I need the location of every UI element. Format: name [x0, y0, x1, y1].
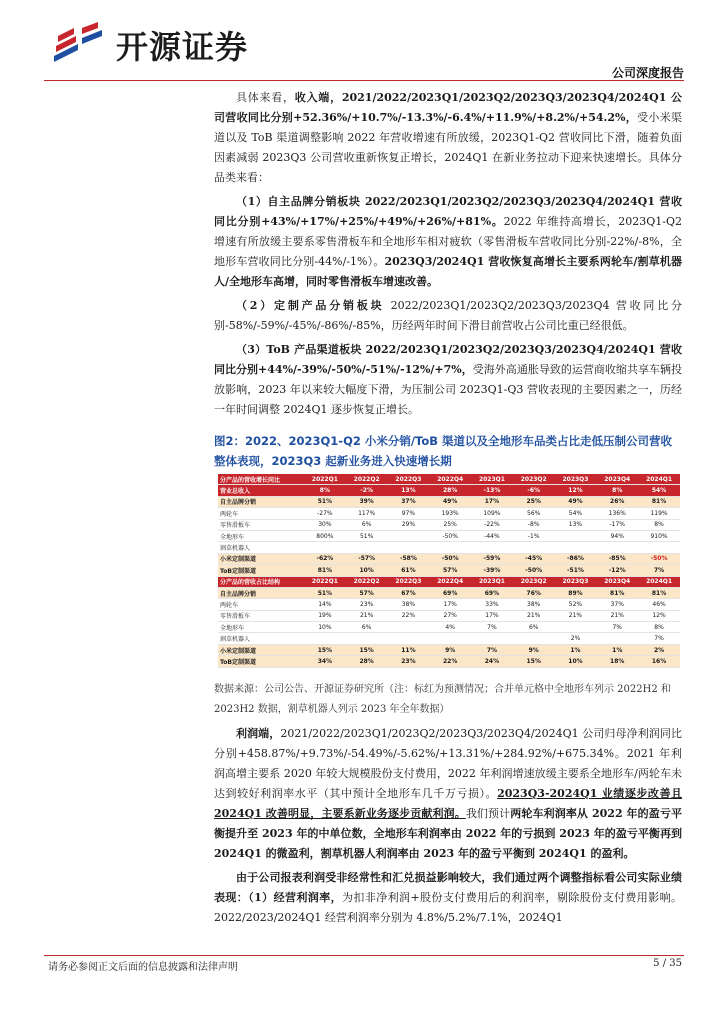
- table-cell: ToB定制渠道: [218, 565, 304, 576]
- table-cell: [471, 542, 513, 553]
- table-cell: 117%: [346, 508, 388, 519]
- table-header-cell: 2022Q2: [346, 576, 388, 587]
- table-cell: [513, 542, 555, 553]
- bold-text: 由于公司报表利润受非经常性和汇兑损益影响较大，我们通过两个调整指标看公司实际业绩表现：（1）经营利润率，: [214, 871, 682, 904]
- table-cell: 38%: [513, 599, 555, 610]
- paragraph-tob-channel: [214, 340, 682, 420]
- table-cell: 46%: [638, 599, 680, 610]
- table-header-row: [218, 576, 680, 587]
- table-cell: -12%: [596, 565, 638, 576]
- table-cell: 全地形车: [218, 530, 304, 541]
- table-cell: 61%: [388, 565, 430, 576]
- table-cell: 136%: [596, 508, 638, 519]
- table-cell: 800%: [304, 530, 346, 541]
- table-cell: 30%: [304, 519, 346, 530]
- table-cell: [346, 633, 388, 644]
- table-cell: 23%: [388, 656, 430, 667]
- table-cell: [304, 542, 346, 553]
- table-header-cell: 2022Q3: [388, 474, 430, 485]
- table-header-cell: 2022Q4: [429, 474, 471, 485]
- table-cell: -39%: [471, 565, 513, 576]
- table-cell: [429, 542, 471, 553]
- table-cell: 39%: [346, 496, 388, 507]
- paragraph-own-brand: [214, 192, 682, 292]
- paragraph-adjusted-metrics: [214, 868, 682, 928]
- table-cell: 51%: [304, 587, 346, 598]
- bold-text: （2）定制产品分销板块: [236, 299, 385, 312]
- text: 2021/2022/2023Q1/2023Q2/2023Q3/2023Q4/2024Q1 公司归母净利润同比分别+458.87%/+9.73%/-54.49%/-5.62%/+13.31%/+284.92%/+675.34%。2021 年利润高增主要系 2020 年较大规模股份支付费用，2022 年利润增速放缓主要系全地形车/两轮车未达到较好利润率水平（其中预计全地形车几千万亏损）。: [214, 727, 682, 800]
- table-row: [218, 519, 680, 530]
- table-row: [218, 530, 680, 541]
- table-cell: 81%: [638, 587, 680, 598]
- table-cell: 自主品牌分销: [218, 496, 304, 507]
- table-cell: 27%: [429, 610, 471, 621]
- table-cell: 割草机器人: [218, 633, 304, 644]
- logo-text: 开源证券: [116, 28, 249, 66]
- logo-mark-icon: [52, 22, 110, 68]
- figure-title: 图2：2022、2023Q1-Q2 小米分销/ToB 渠道以及全地形车品类占比走低压制公司营收整体表现，2023Q3 起新业务进入快速增长期: [214, 434, 673, 468]
- table-cell: [596, 542, 638, 553]
- growth-table: [218, 474, 680, 668]
- table-cell: 14%: [304, 599, 346, 610]
- table-cell: 17%: [429, 599, 471, 610]
- table-cell: 7%: [638, 565, 680, 576]
- table-cell: 21%: [555, 610, 597, 621]
- table-cell: -62%: [304, 553, 346, 564]
- body-text-bottom: [214, 724, 682, 932]
- table-cell: 12%: [638, 610, 680, 621]
- table-cell: [555, 542, 597, 553]
- table-cell: 97%: [388, 508, 430, 519]
- table-cell: 10%: [346, 565, 388, 576]
- text: 为扣非净利润+股份支付费用后的利润率，剔除股份支付费用影响。2022/2023/2024Q1 经营利润率分别为 4.8%/5.2%/7.1%，2024Q1: [214, 891, 683, 924]
- table-cell: 29%: [388, 519, 430, 530]
- bold-text: （3）ToB 产品渠道板块 2022/2023Q1/2023Q2/2023Q3/2023Q4/2024Q1 营收同比分别+44%/-39%/-50%/-51%/-12%/+7%，: [214, 343, 682, 376]
- table-cell: -57%: [346, 553, 388, 564]
- table-cell: [471, 633, 513, 644]
- table-cell: 8%: [638, 622, 680, 633]
- table-cell: 6%: [346, 519, 388, 530]
- table-cell: 1%: [596, 644, 638, 655]
- table-cell: 25%: [429, 519, 471, 530]
- table-row: [218, 553, 680, 564]
- table-cell: 1%: [555, 644, 597, 655]
- table-cell: -1%: [513, 530, 555, 541]
- table-cell: 94%: [596, 530, 638, 541]
- bold-text: 利润端，: [236, 727, 281, 740]
- table-header-cell: 2024Q1: [638, 576, 680, 587]
- paragraph-revenue-overview: [214, 88, 682, 188]
- table-row: [218, 610, 680, 621]
- table-cell: 57%: [429, 565, 471, 576]
- table-cell: -51%: [555, 565, 597, 576]
- table-row: [218, 485, 680, 496]
- table-cell: 7%: [638, 633, 680, 644]
- paragraph-profit: [214, 724, 682, 864]
- table-cell: [304, 633, 346, 644]
- table-cell: 24%: [471, 656, 513, 667]
- table-cell: 34%: [304, 656, 346, 667]
- table-cell: -22%: [471, 519, 513, 530]
- text: 2022/2023Q1/2023Q2/2023Q3/2023Q4 营收同比分别-58%/-59%/-45%/-86%/-85%，历经两年时间下滑目前营收占公司比重已经很低。: [214, 299, 683, 332]
- table-cell: 21%: [596, 610, 638, 621]
- text: 2022 年维持高增长，2023Q1-Q2 增速有所放缓主要系零售滑板车和全地形车相对疲软（零售滑板车营收同比分别-22%/-8%，全地形车营收同比分别-44%/-1%）。: [214, 215, 683, 268]
- table-cell: 2%: [638, 644, 680, 655]
- table-row: [218, 656, 680, 667]
- table-cell: 13%: [555, 519, 597, 530]
- text: 受海外高通胀导致的运营商收缩共享车辆投放影响，2023 年以来较大幅度下滑，为压制公司 2023Q1-Q3 营收表现的主要因素之一，历经一年时间调整 2024Q1 逐步恢复正增长。: [214, 363, 682, 416]
- company-logo: [52, 22, 272, 68]
- table-cell: 13%: [388, 485, 430, 496]
- table-cell: 21%: [346, 610, 388, 621]
- table-cell: -17%: [596, 519, 638, 530]
- underlined-bold-text: 2023Q3-2024Q1 业绩逐步改善且 2024Q1 改善明显，主要系新业务逐步贡献利润。: [214, 787, 682, 820]
- table-cell: 9%: [513, 644, 555, 655]
- table-cell: -45%: [513, 553, 555, 564]
- table-cell: 193%: [429, 508, 471, 519]
- table-cell: 57%: [346, 587, 388, 598]
- table-cell: -6%: [513, 485, 555, 496]
- table-cell: 49%: [429, 496, 471, 507]
- table-cell: 38%: [388, 599, 430, 610]
- table-cell: -8%: [513, 519, 555, 530]
- table-cell: 10%: [304, 622, 346, 633]
- table-row: [218, 508, 680, 519]
- table-cell: 12%: [555, 485, 597, 496]
- bold-text: （1）自主品牌分销板块 2022/2023Q1/2023Q2/2023Q3/2023Q4/2024Q1 营收同比分别+43%/+17%/+25%/+49%/+26%/+81%。: [214, 195, 682, 228]
- table-header-cell: 2023Q1: [471, 576, 513, 587]
- table-cell: 6%: [346, 622, 388, 633]
- table-cell: 7%: [471, 622, 513, 633]
- table-cell: [638, 542, 680, 553]
- table-cell: -50%: [429, 530, 471, 541]
- table-cell: 割草机器人: [218, 542, 304, 553]
- table-cell: 49%: [555, 496, 597, 507]
- table-cell: 69%: [471, 587, 513, 598]
- table-cell: ToB定制渠道: [218, 656, 304, 667]
- table-cell: [555, 622, 597, 633]
- table-cell: 54%: [638, 485, 680, 496]
- table-header-cell: 2023Q3: [555, 576, 597, 587]
- body-text-top: [214, 88, 682, 424]
- table-cell: 22%: [388, 610, 430, 621]
- table-cell: -44%: [471, 530, 513, 541]
- header-divider: [44, 80, 684, 81]
- table-cell: 910%: [638, 530, 680, 541]
- table-cell: 119%: [638, 508, 680, 519]
- table-cell: 16%: [638, 656, 680, 667]
- table-cell: 56%: [513, 508, 555, 519]
- table-cell: -85%: [596, 553, 638, 564]
- table-cell: [555, 530, 597, 541]
- table-header-cell: 分产品的营收占比结构: [218, 576, 304, 587]
- table-row: [218, 565, 680, 576]
- table-row: [218, 587, 680, 598]
- table-cell: -59%: [471, 553, 513, 564]
- table-cell: 2%: [555, 633, 597, 644]
- table-cell: 67%: [388, 587, 430, 598]
- table-row: [218, 633, 680, 644]
- table-cell: 营业总收入: [218, 485, 304, 496]
- table-header-cell: 2022Q3: [388, 576, 430, 587]
- table-cell: 11%: [388, 644, 430, 655]
- table-header-cell: 2023Q3: [555, 474, 597, 485]
- table-cell: -13%: [471, 485, 513, 496]
- table-cell: 52%: [555, 599, 597, 610]
- table-cell: [388, 633, 430, 644]
- table-row: [218, 644, 680, 655]
- table-cell: 23%: [346, 599, 388, 610]
- table-cell: 4%: [429, 622, 471, 633]
- table-cell: 37%: [596, 599, 638, 610]
- table-header-cell: 2023Q1: [471, 474, 513, 485]
- table-cell: [429, 633, 471, 644]
- table-header-cell: 分产品的营收增长同比: [218, 474, 304, 485]
- table-cell: [388, 530, 430, 541]
- table-header-cell: 2022Q2: [346, 474, 388, 485]
- table-cell: 69%: [429, 587, 471, 598]
- table-cell: 17%: [471, 610, 513, 621]
- table-cell: [388, 542, 430, 553]
- table-cell: 零售滑板车: [218, 519, 304, 530]
- table-cell: 81%: [304, 565, 346, 576]
- table-header-cell: 2022Q4: [429, 576, 471, 587]
- table-cell: 26%: [596, 496, 638, 507]
- table-cell: 6%: [513, 622, 555, 633]
- table-cell: 两轮车: [218, 599, 304, 610]
- data-source-note: 数据来源：公司公告、开源证券研究所（注：标红为预测情况；合并单元格中全地形车列示 2022H2 和 2023H2 数据，割草机器人列示 2023 年全年数据）: [214, 684, 671, 715]
- table-cell: -2%: [346, 485, 388, 496]
- table-header-cell: 2023Q2: [513, 474, 555, 485]
- table-cell: 自主品牌分销: [218, 587, 304, 598]
- table-header-cell: 2022Q1: [304, 576, 346, 587]
- table-cell: 小米定制渠道: [218, 644, 304, 655]
- table-cell: [346, 542, 388, 553]
- table-cell: -50%: [513, 565, 555, 576]
- paragraph-custom-products: [214, 296, 682, 336]
- table-cell: 51%: [346, 530, 388, 541]
- table-cell: 81%: [638, 496, 680, 507]
- table-header-row: [218, 474, 680, 485]
- bold-text: 两轮车利润率从 2022 年的盈亏平衡提升至 2023 年的中单位数，全地形车利润率由 2022 年的亏损到 2023 年的盈亏平衡再到 2024Q1 的微盈利，割草机器人利润率由 2023 年的盈亏平衡到 2024Q1 的盈利。: [214, 807, 682, 860]
- table-cell: 15%: [304, 644, 346, 655]
- table-cell: 54%: [555, 508, 597, 519]
- table-cell: [388, 622, 430, 633]
- table-cell: 21%: [513, 610, 555, 621]
- table-row: [218, 622, 680, 633]
- table-cell: -58%: [388, 553, 430, 564]
- table-cell: 零售滑板车: [218, 610, 304, 621]
- table-cell: 8%: [596, 485, 638, 496]
- report-type-label: 公司深度报告: [611, 66, 684, 80]
- table-cell: 9%: [429, 644, 471, 655]
- table-cell: [596, 633, 638, 644]
- table-cell: 89%: [555, 587, 597, 598]
- revenue-table: [218, 474, 680, 674]
- table-row: [218, 496, 680, 507]
- table-cell: [513, 633, 555, 644]
- page-header: [0, 0, 724, 80]
- text: 受小米渠道以及 ToB 渠道调整影响 2022 年营收增速有所放缓，2023Q1-Q2 营收同比下滑，随着负面因素减弱 2023Q3 公司营收重新恢复正增长，2024Q1 在新业务拉动下迎来快速增长。具体分品类来看：: [214, 111, 682, 184]
- table-cell: 109%: [471, 508, 513, 519]
- table-cell: -50%: [429, 553, 471, 564]
- footer-divider: [44, 955, 684, 956]
- table-cell: 76%: [513, 587, 555, 598]
- bold-text: 2023Q3/2024Q1 营收恢复高增长主要系两轮车/割草机器人/全地形车高增，同时零售滑板车增速改善。: [214, 255, 682, 288]
- table-cell: 33%: [471, 599, 513, 610]
- text: 具体来看，: [236, 91, 295, 104]
- table-cell: 18%: [596, 656, 638, 667]
- table-row: [218, 542, 680, 553]
- table-header-cell: 2023Q4: [596, 576, 638, 587]
- table-cell: 全地形车: [218, 622, 304, 633]
- table-cell: 两轮车: [218, 508, 304, 519]
- bold-text: 收入端，2021/2022/2023Q1/2023Q2/2023Q3/2023Q4/2024Q1 公司营收同比分别+52.36%/+10.7%/-13.3%/-6.4%/+11.9%/+8.2%/+54.2%，: [214, 91, 683, 124]
- table-cell: 37%: [388, 496, 430, 507]
- table-cell: 51%: [304, 496, 346, 507]
- table-cell: 7%: [471, 644, 513, 655]
- table-cell: 28%: [429, 485, 471, 496]
- table-header-cell: 2024Q1: [638, 474, 680, 485]
- table-cell: 10%: [555, 656, 597, 667]
- table-cell: -27%: [304, 508, 346, 519]
- table-header-cell: 2023Q2: [513, 576, 555, 587]
- table-cell: 22%: [429, 656, 471, 667]
- table-cell: 15%: [346, 644, 388, 655]
- text: 我们预计: [465, 807, 511, 820]
- table-cell: 7%: [596, 622, 638, 633]
- footer-disclaimer: 请务必参阅正文后面的信息披露和法律声明: [48, 962, 238, 973]
- table-cell: -86%: [555, 553, 597, 564]
- table-header-cell: 2023Q4: [596, 474, 638, 485]
- table-cell: 8%: [638, 519, 680, 530]
- table-cell: 17%: [471, 496, 513, 507]
- table-header-cell: 2022Q1: [304, 474, 346, 485]
- table-cell: 81%: [596, 587, 638, 598]
- table-cell: 28%: [346, 656, 388, 667]
- table-cell: 8%: [304, 485, 346, 496]
- page-number: 5 / 35: [653, 958, 682, 969]
- table-cell: 15%: [513, 656, 555, 667]
- table-cell: -50%: [638, 553, 680, 564]
- table-cell: 小米定制渠道: [218, 553, 304, 564]
- table-cell: 25%: [513, 496, 555, 507]
- table-cell: 19%: [304, 610, 346, 621]
- table-row: [218, 599, 680, 610]
